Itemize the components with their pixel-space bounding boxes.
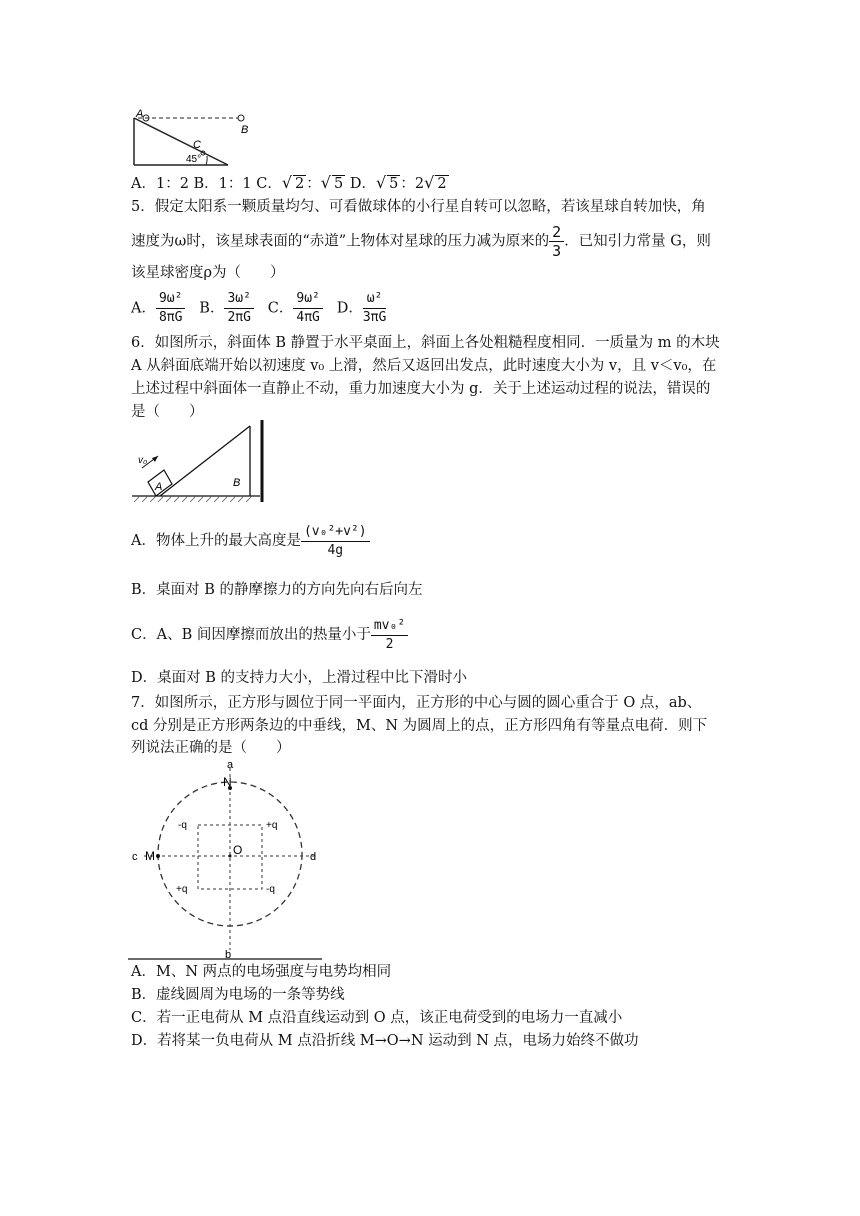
incline-b-label: B bbox=[233, 477, 241, 489]
charge-top-left: -q bbox=[178, 820, 187, 831]
q7-line1: 7．如图所示，正方形与圆位于同一平面内，正方形的中心与圆的圆心重合于 O 点，ab、 bbox=[131, 695, 702, 711]
label-c: C bbox=[193, 139, 201, 151]
q5-options: A． $\frac{\text{9ω²}}{8\pi G}$ B． $\frac{\text{3ω²}}{2\pi G}$ C． $\frac{\text{9ω²}}{4\pi G}$ D． $\frac{\text{ω²}}{3\pi G}$ bbox=[131, 291, 387, 325]
label-b: b bbox=[225, 949, 232, 961]
incline-figure bbox=[130, 418, 275, 506]
q6-line3: 上述过程中斜面体一直静止不动，重力加速度大小为 g．关于上述运动过程的说法，错误的 bbox=[131, 381, 711, 397]
q7-option-b: B．虚线圆周为电场的一条等势线 bbox=[131, 987, 345, 1003]
q6-line2: A 从斜面底端开始以初速度 v₀ 上滑，然后又返回出发点，此时速度大小为 v，且 v＜v₀，在 bbox=[131, 358, 717, 374]
q5-line3: 该星球密度ρ为（ ） bbox=[131, 265, 285, 281]
q7-line3: 列说法正确的是（ ） bbox=[131, 740, 291, 756]
label-n: N bbox=[223, 775, 232, 789]
q6-line4: 是（ ） bbox=[131, 404, 204, 420]
label-a: a bbox=[227, 759, 234, 771]
charge-top-right: +q bbox=[266, 820, 278, 831]
triangle-figure bbox=[128, 108, 258, 170]
q6-line1: 6．如图所示，斜面体 B 静置于水平桌面上，斜面上各处粗糙程度相同．一质量为 m 的木块 bbox=[131, 335, 720, 351]
label-m: M bbox=[145, 849, 155, 863]
block-a-label: A bbox=[155, 481, 163, 493]
q6-option-b: B．桌面对 B 的静摩擦力的方向先向右后向左 bbox=[131, 582, 423, 598]
label-c: c bbox=[132, 851, 138, 863]
q7-line2: cd 分别是正方形两条边的中垂线，M、N 为圆周上的点，正方形四角有等量点电荷．则下 bbox=[131, 718, 708, 734]
v0-label: v₀ bbox=[138, 455, 148, 466]
q5-line2: 速度为ω时，该星球表面的“赤道”上物体对星球的压力减为原来的 $\frac{2}{3}$ ．已知引力常量 G，则 bbox=[131, 223, 711, 260]
charge-bottom-right: -q bbox=[266, 884, 275, 895]
q6-option-d: D．桌面对 B 的支持力大小，上滑过程中比下滑时小 bbox=[131, 670, 467, 686]
label-a: A bbox=[136, 108, 144, 120]
q6-option-c: C．A、B 间因摩擦而放出的热量小于 $\frac{\text{mv₀²}}{2}$ bbox=[131, 614, 408, 656]
angle-label: 45° bbox=[186, 154, 202, 165]
q5-line1: 5．假定太阳系一颗质量均匀、可看做球体的小行星自转可以忽略，若该星球自转加快，角 bbox=[131, 199, 706, 215]
q7-option-a: A．M、N 两点的电场强度与电势均相同 bbox=[131, 964, 392, 980]
label-b: B bbox=[241, 124, 249, 136]
q7-option-d: D．若将某一负电荷从 M 点沿折线 M→O→N 运动到 N 点，电场力始终不做功 bbox=[131, 1033, 639, 1049]
label-o: O bbox=[233, 843, 243, 857]
charge-bottom-left: +q bbox=[176, 884, 188, 895]
label-d: d bbox=[310, 851, 317, 863]
q6-option-a: A．物体上升的最大高度是 $\frac{\text{(v₀²+v²)}}{4g}$ bbox=[131, 520, 370, 562]
q4-options: A．1：2 B．1：1 C．√ 2 ：√ 5 D．√ 5 ：2√ 2 bbox=[131, 173, 447, 192]
q7-option-c: C．若一正电荷从 M 点沿直线运动到 O 点，该正电荷受到的电场力一直减小 bbox=[131, 1010, 623, 1026]
charge-figure bbox=[128, 758, 328, 962]
